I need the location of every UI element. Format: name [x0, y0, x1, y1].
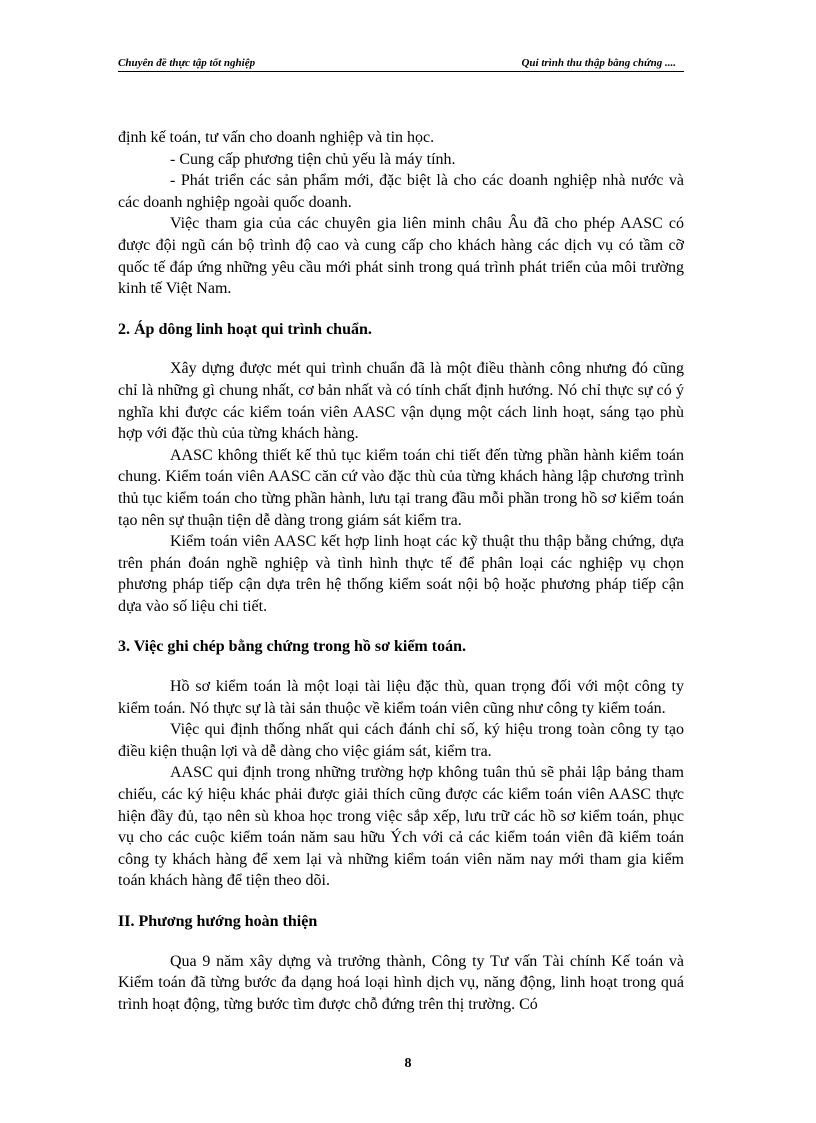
section-3-paragraph-3: AASC qui định trong những trường hợp không tuân thủ sẽ phải lập bảng tham chiếu, các ký hiệu khác phải được giải thích cũng được các kiểm toán viên AASC thực hiện đầy đủ, tạo nên sù khoa học trong việc sắp xếp, lưu trữ các hồ sơ kiểm toán, phục vụ cho các cuộc kiểm toán năm sau hữu Ých với cả các kiểm toán viên đã kiểm toán công ty khách hàng để xem lại và những kiểm toán viên năm nay mới tham gia kiểm toán khách hàng để tiện theo dõi. [118, 764, 684, 890]
section-2-paragraph-1: Xây dựng được mét qui trình chuẩn đã là một điều thành công nhưng đó cũng chỉ là những gì chung nhất, cơ bản nhất và có tính chất định hướng. Nó chỉ thực sự có ý nghĩa khi được các kiểm toán viên AASC vận dụng một cách linh hoạt, sáng tạo phù hợp với đặc thù của từng khách hàng. [118, 360, 684, 443]
header-left-title: Chuyên đề thực tập tốt nghiệp [118, 57, 256, 69]
section-II-heading: II. Phương hướng hoàn thiện [118, 913, 318, 930]
page-header [118, 57, 684, 73]
section-2-paragraph-3: Kiểm toán viên AASC kết hợp linh hoạt các kỹ thuật thu thập bằng chứng, dựa trên phán đoán nghề nghiệp và tình hình thực tế để phân loại các nghiệp vụ chọn phương pháp tiếp cận dựa trên hệ thống kiểm soát nội bộ hoặc phương pháp tiếp cận dựa vào số liệu chi tiết. [118, 533, 684, 615]
intro-bullet-2: - Phát triển các sản phẩm mới, đặc biệt là cho các doanh nghiệp nhà nước và các doanh nghiệp ngoài quốc doanh. [118, 172, 684, 211]
section-II-paragraph-1: Qua 9 năm xây dựng và trưởng thành, Công ty Tư vấn Tài chính Kế toán và Kiểm toán đã từng bước đa dạng hoá loại hình dịch vụ, năng động, linh hoạt trong quá trình hoạt động, từng bước tìm được chỗ đứng trên thị trường. Có [118, 952, 684, 1013]
header-rule [118, 71, 684, 72]
section-3-paragraph-2: Việc qui định thống nhất qui cách đánh chỉ số, ký hiệu trong toàn công ty tạo điều kiện thuận lợi và dễ dàng cho việc giám sát, kiểm tra. [118, 721, 684, 760]
intro-paragraph-1: định kế toán, tư vấn cho doanh nghiệp và tin học. [118, 129, 435, 146]
section-3-heading: 3. Việc ghi chép bằng chứng trong hồ sơ kiểm toán. [118, 638, 466, 656]
section-2-heading: 2. Áp dông linh hoạt qui trình chuẩn. [118, 320, 372, 338]
section-3-paragraph-1: Hồ sơ kiểm toán là một loại tài liệu đặc thù, quan trọng đối với một công ty kiểm toán. Nó thực sự là tài sản thuộc về kiểm toán viên cũng như công ty kiểm toán. [118, 678, 684, 717]
page-number: 8 [404, 1056, 412, 1071]
section-2-paragraph-2: AASC không thiết kế thủ tục kiểm toán chi tiết đến từng phần hành kiểm toán chung. Kiểm toán viên AASC căn cứ vào đặc thù của từng khách hàng lập chương trình thủ tục kiểm toán cho từng phần hành, lưu tại trang đầu mỗi phần trong hồ sơ kiểm toán tạo nên sự thuận tiện dễ dàng trong giám sát kiểm tra. [118, 446, 684, 529]
intro-paragraph-2: Việc tham gia của các chuyên gia liên minh châu Âu đã cho phép AASC có được đội ngũ cán bộ trình độ cao và cung cấp cho khách hàng các dịch vụ có tầm cỡ quốc tế đáp ứng những yêu cầu mới phát sinh trong quá trình phát triển của môi trường kinh tế Việt Nam. [118, 215, 684, 298]
page-body [118, 127, 684, 1015]
intro-bullet-1: - Cung cấp phương tiện chủ yếu là máy tính. [170, 150, 456, 168]
header-right-title: Qui trình thu thập bằng chứng .... [521, 57, 676, 69]
